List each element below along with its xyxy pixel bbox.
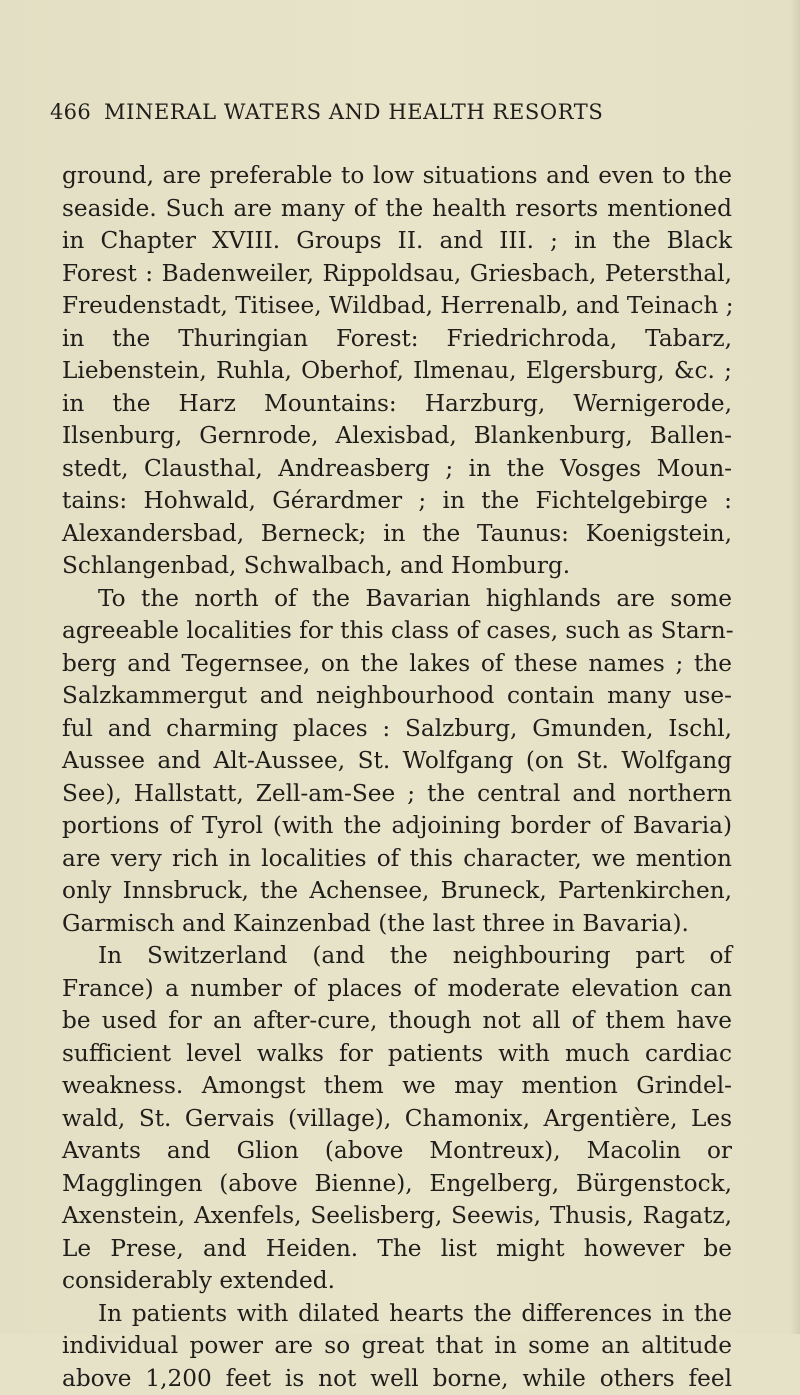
text-line: above 1,200 feet is not well borne, while others feel <box>62 1363 732 1395</box>
paragraph-end-line: Schlangenbad, Schwalbach, and Homburg. <box>62 550 732 583</box>
paragraph-start-line: In patients with dilated hearts the differences in the <box>62 1298 732 1331</box>
body-text <box>62 160 732 1395</box>
text-line: ground, are preferable to low situations and even to the <box>62 160 732 193</box>
text-line: wald, St. Gervais (village), Chamonix, Argentière, Les <box>62 1103 732 1136</box>
paragraph-start-line: In Switzerland (and the neighbouring part of <box>62 940 732 973</box>
text-line: stedt, Clausthal, Andreasberg ; in the Vosges Moun- <box>62 453 732 486</box>
text-line: berg and Tegernsee, on the lakes of these names ; the <box>62 648 732 681</box>
running-title: MINERAL WATERS AND HEALTH RESORTS <box>104 100 603 124</box>
text-line: Salzkammergut and neighbourhood contain many use- <box>62 680 732 713</box>
text-line: only Innsbruck, the Achensee, Bruneck, Partenkirchen, <box>62 875 732 908</box>
paragraph-end-line: considerably extended. <box>62 1265 732 1298</box>
paragraph-end-line: Garmisch and Kainzenbad (the last three in Bavaria). <box>62 908 732 941</box>
text-line: Ilsenburg, Gernrode, Alexisbad, Blankenburg, Ballen- <box>62 420 732 453</box>
page-number: 466 <box>50 100 91 124</box>
running-head <box>50 100 730 134</box>
page-edge-shadow <box>790 0 800 1334</box>
text-line: individual power are so great that in some an altitude <box>62 1330 732 1363</box>
text-line: sufficient level walks for patients with much cardiac <box>62 1038 732 1071</box>
text-line: be used for an after-cure, though not all of them have <box>62 1005 732 1038</box>
text-line: agreeable localities for this class of cases, such as Starn- <box>62 615 732 648</box>
text-line: Le Prese, and Heiden. The list might however be <box>62 1233 732 1266</box>
text-line: Magglingen (above Bienne), Engelberg, Bürgenstock, <box>62 1168 732 1201</box>
text-line: ful and charming places : Salzburg, Gmunden, Ischl, <box>62 713 732 746</box>
text-line: in the Thuringian Forest: Friedrichroda, Tabarz, <box>62 323 732 356</box>
text-line: See), Hallstatt, Zell-am-See ; the central and northern <box>62 778 732 811</box>
text-line: tains: Hohwald, Gérardmer ; in the Fichtelgebirge : <box>62 485 732 518</box>
text-line: Axenstein, Axenfels, Seelisberg, Seewis, Thusis, Ragatz, <box>62 1200 732 1233</box>
text-line: France) a number of places of moderate elevation can <box>62 973 732 1006</box>
paragraph-start-line: To the north of the Bavarian highlands are some <box>62 583 732 616</box>
text-line: are very rich in localities of this character, we mention <box>62 843 732 876</box>
text-line: in the Harz Mountains: Harzburg, Wernigerode, <box>62 388 732 421</box>
text-line: Freudenstadt, Titisee, Wildbad, Herrenalb, and Teinach ; <box>62 290 732 323</box>
text-line: seaside. Such are many of the health resorts mentioned <box>62 193 732 226</box>
text-line: Avants and Glion (above Montreux), Macolin or <box>62 1135 732 1168</box>
text-line: in Chapter XVIII. Groups II. and III. ; in the Black <box>62 225 732 258</box>
text-line: weakness. Amongst them we may mention Grindel- <box>62 1070 732 1103</box>
text-line: Liebenstein, Ruhla, Oberhof, Ilmenau, Elgersburg, &c. ; <box>62 355 732 388</box>
text-line: Aussee and Alt-Aussee, St. Wolfgang (on St. Wolfgang <box>62 745 732 778</box>
text-line: Forest : Badenweiler, Rippoldsau, Griesbach, Petersthal, <box>62 258 732 291</box>
text-line: Alexandersbad, Berneck; in the Taunus: Koenigstein, <box>62 518 732 551</box>
text-line: portions of Tyrol (with the adjoining border of Bavaria) <box>62 810 732 843</box>
